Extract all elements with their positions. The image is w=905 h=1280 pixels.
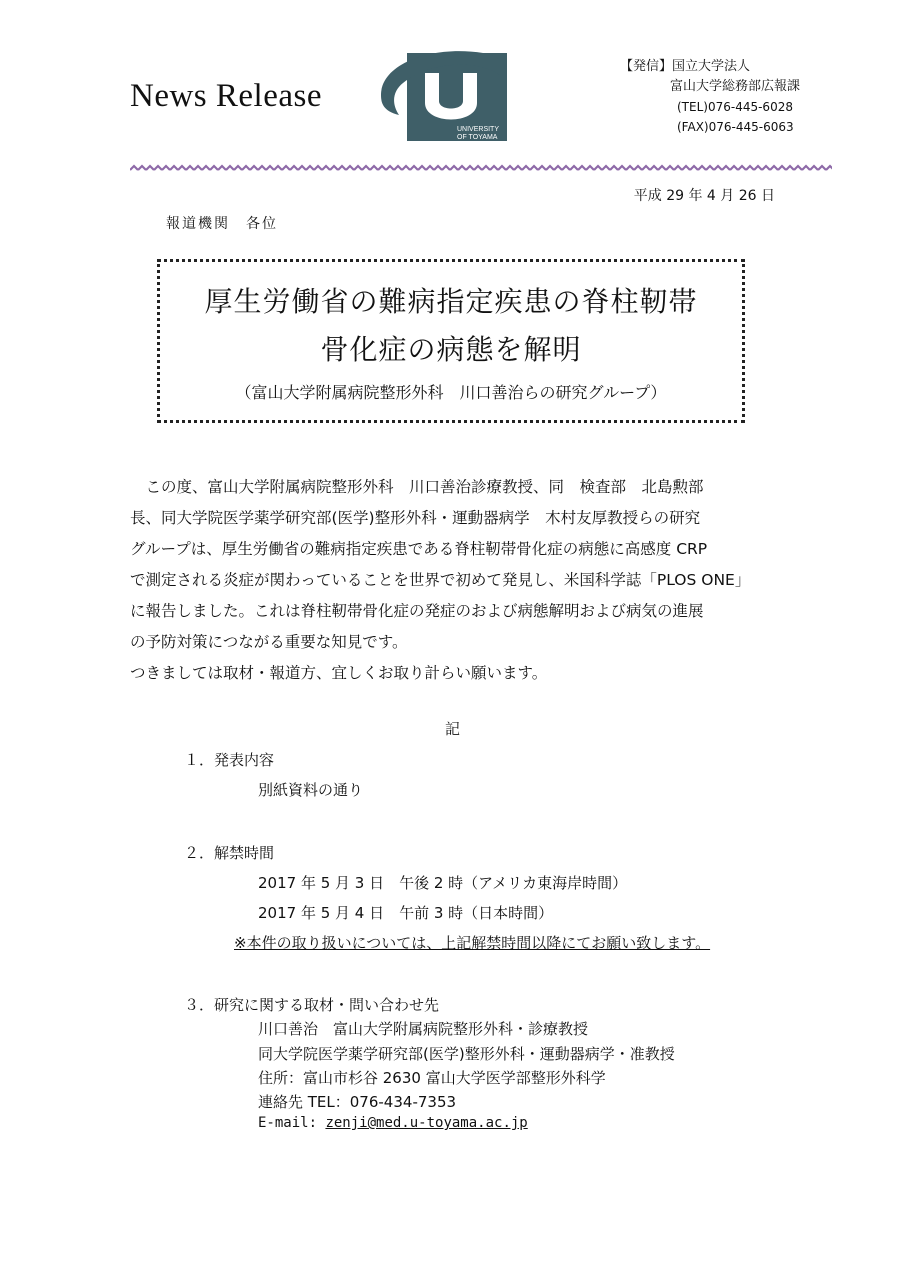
body-paragraph	[130, 472, 780, 689]
sender-fax: (FAX)076-445-6063	[677, 120, 794, 134]
release-date: 平成 29 年 4 月 26 日	[633, 188, 775, 204]
section-1-heading: １．発表内容	[184, 751, 275, 769]
body-line: に報告しました。これは脊柱靭帯骨化症の発症のおよび病態解明および病気の進展	[130, 602, 704, 620]
sender-line2: 富山大学総務部広報課	[670, 79, 801, 94]
email-link[interactable]: zenji@med.u-toyama.ac.jp	[325, 1115, 528, 1131]
contact-address: 住所：富山市杉谷 2630 富山大学医学部整形外科学	[258, 1069, 606, 1087]
addressee: 報道機関 各位	[166, 216, 278, 232]
contact-affiliation: 同大学院医学薬学研究部(医学)整形外科・運動器病学・准教授	[258, 1045, 675, 1063]
sender-tel: (TEL)076-445-6028	[677, 100, 793, 114]
contact-name: 川口善治 富山大学附属病院整形外科・診療教授	[258, 1020, 589, 1038]
section-3-heading: ３．研究に関する取材・問い合わせ先	[184, 996, 440, 1014]
title-line-2: 骨化症の病態を解明	[320, 333, 582, 366]
body-line: つきましては取材・報道方、宜しくお取り計らい願います。	[130, 664, 548, 682]
sender-line1: 【発信】国立大学法人	[620, 59, 751, 74]
title-line-1: 厚生労働省の難病指定疾患の脊柱靭帯	[204, 285, 698, 318]
body-line: グループは、厚生労働省の難病指定疾患である脊柱靭帯骨化症の病態に高感度 CRP	[130, 540, 708, 558]
contact-email-row	[258, 1115, 528, 1131]
news-release-heading: News Release	[130, 78, 323, 114]
section-2-note: ※本件の取り扱いについては、上記解禁時間以降にてお願い致します。	[234, 934, 711, 952]
section-2-time-us: 2017 年 5 月 3 日 午後 2 時（アメリカ東海岸時間）	[258, 874, 628, 892]
body-line: この度、富山大学附属病院整形外科 川口善治診療教授、同 検査部 北島勲部	[130, 478, 704, 496]
body-line: で測定される炎症が関わっていることを世界で初めて発見し、米国科学誌「PLOS ONE」	[130, 571, 751, 589]
title-subtitle: （富山大学附属病院整形外科 川口善治らの研究グループ）	[235, 383, 667, 402]
section-2-heading: ２．解禁時間	[184, 844, 275, 862]
title-box	[157, 259, 745, 423]
body-line: 長、同大学院医学薬学研究部(医学)整形外科・運動器病学 木村友厚教授らの研究	[130, 509, 701, 527]
ki-mark: 記	[444, 720, 460, 738]
header-divider	[130, 164, 832, 172]
logo-text-1: UNIVERSITY	[457, 126, 500, 133]
contact-tel: 連絡先 TEL：076-434-7353	[258, 1093, 457, 1111]
section-1-text: 別紙資料の通り	[258, 781, 364, 799]
university-logo	[373, 45, 513, 145]
logo-text-2: OF TOYAMA	[457, 134, 498, 141]
sender-info	[620, 57, 800, 137]
section-2-time-jp: 2017 年 5 月 4 日 午前 3 時（日本時間）	[258, 904, 554, 922]
body-line: の予防対策につながる重要な知見です。	[130, 633, 408, 651]
email-label: E-mail:	[258, 1115, 326, 1131]
